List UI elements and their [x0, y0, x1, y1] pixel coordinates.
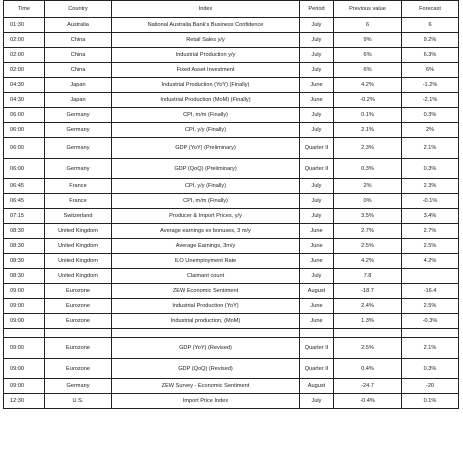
cell-time: 04:30	[4, 93, 45, 108]
header-country: Country	[45, 1, 112, 18]
cell-index: Import Price Index	[112, 394, 300, 409]
cell-forecast: 4.2%	[402, 254, 459, 269]
cell-forecast: 3.4%	[402, 209, 459, 224]
cell-forecast: 6.3%	[402, 48, 459, 63]
cell-period: Quarter II	[300, 359, 334, 379]
table-row	[4, 314, 459, 329]
cell-forecast: 2.3%	[402, 179, 459, 194]
economic-calendar-table	[3, 0, 459, 409]
cell-period: July	[300, 33, 334, 48]
cell-period: July	[300, 48, 334, 63]
header-row	[4, 1, 459, 18]
cell-country: Germany	[45, 108, 112, 123]
cell-previous-value: 0.4%	[334, 359, 402, 379]
cell-country: Eurozone	[45, 314, 112, 329]
table-row	[4, 93, 459, 108]
cell-previous-value: -18.7	[334, 284, 402, 299]
table-row	[4, 33, 459, 48]
cell-time: 06:45	[4, 179, 45, 194]
table-row	[4, 138, 459, 159]
cell-forecast: 0.3%	[402, 359, 459, 379]
cell-forecast: 6	[402, 18, 459, 33]
cell-index: Retail Sales y/y	[112, 33, 300, 48]
cell-index: ILO Unemployment Rate	[112, 254, 300, 269]
cell-forecast: 6%	[402, 63, 459, 78]
cell-period: August	[300, 284, 334, 299]
cell-forecast: 0.3%	[402, 159, 459, 179]
table-row	[4, 299, 459, 314]
table-row	[4, 123, 459, 138]
cell-forecast: -1.2%	[402, 78, 459, 93]
cell-time: 06:00	[4, 159, 45, 179]
cell-country: Eurozone	[45, 284, 112, 299]
cell-country: France	[45, 194, 112, 209]
cell-index: Claimant count	[112, 269, 300, 284]
cell-country: Switzerland	[45, 209, 112, 224]
cell-country: Eurozone	[45, 299, 112, 314]
cell-time: 09:00	[4, 299, 45, 314]
cell-time: 02:00	[4, 63, 45, 78]
table-row	[4, 63, 459, 78]
cell-country: United Kingdom	[45, 269, 112, 284]
table-row	[4, 209, 459, 224]
cell-previous-value: 9%	[334, 33, 402, 48]
cell-forecast: 0.3%	[402, 108, 459, 123]
cell-index: GDP (QoQ) (Preliminary)	[112, 159, 300, 179]
cell-forecast: 2.1%	[402, 138, 459, 159]
table-row	[4, 269, 459, 284]
cell-time: 02:00	[4, 33, 45, 48]
header-previous-value: Previous value	[334, 1, 402, 18]
cell-period: June	[300, 93, 334, 108]
cell-previous-value: -0.2%	[334, 93, 402, 108]
cell-forecast: 9.2%	[402, 33, 459, 48]
cell-period: July	[300, 194, 334, 209]
cell-period: July	[300, 63, 334, 78]
table-row	[4, 108, 459, 123]
cell-country: China	[45, 48, 112, 63]
table-row	[4, 284, 459, 299]
table-row	[4, 239, 459, 254]
cell-country: China	[45, 33, 112, 48]
table-row	[4, 338, 459, 359]
cell-time: 09:00	[4, 338, 45, 359]
cell-forecast: -2.1%	[402, 93, 459, 108]
cell-forecast: -16.4	[402, 284, 459, 299]
cell-country: Germany	[45, 138, 112, 159]
cell-country: Japan	[45, 93, 112, 108]
cell-forecast: 2.5%	[402, 239, 459, 254]
cell-previous-value: 2.5%	[334, 338, 402, 359]
cell-previous-value: 2.7%	[334, 224, 402, 239]
cell-country: United Kingdom	[45, 239, 112, 254]
cell-index: Industrial Production y/y	[112, 48, 300, 63]
cell-time: 06:45	[4, 194, 45, 209]
cell-index: GDP (YoY) (Revised)	[112, 338, 300, 359]
cell-previous-value: 2%	[334, 179, 402, 194]
header-forecast: Forecast	[402, 1, 459, 18]
cell-forecast: -0.1%	[402, 194, 459, 209]
table-row	[4, 48, 459, 63]
cell-index: GDP (YoY) (Preliminary)	[112, 138, 300, 159]
cell-index: CPI, m/m (Finally)	[112, 108, 300, 123]
cell-time: 09:00	[4, 379, 45, 394]
cell-previous-value: 0%	[334, 194, 402, 209]
cell-time: 09:00	[4, 359, 45, 379]
cell-period: Quarter II	[300, 138, 334, 159]
cell-index: Average earnings ex bonuses, 3 m/y	[112, 224, 300, 239]
cell-previous-value: 0.1%	[334, 108, 402, 123]
cell-forecast: 2.1%	[402, 338, 459, 359]
cell-time: 08:30	[4, 224, 45, 239]
cell-time: 09:00	[4, 314, 45, 329]
cell-index: Industrial Production (YoY)	[112, 299, 300, 314]
table-row	[4, 78, 459, 93]
table-row	[4, 254, 459, 269]
cell-period: July	[300, 108, 334, 123]
cell-period: July	[300, 123, 334, 138]
cell-previous-value: 6%	[334, 48, 402, 63]
cell-period: July	[300, 269, 334, 284]
table-row	[4, 18, 459, 33]
cell-time: 04:30	[4, 78, 45, 93]
cell-previous-value: 7.8	[334, 269, 402, 284]
cell-index: GDP (QoQ) (Revised)	[112, 359, 300, 379]
cell-previous-value: 6%	[334, 63, 402, 78]
cell-index: ZEW Survey - Economic Sentiment	[112, 379, 300, 394]
cell-period: June	[300, 314, 334, 329]
cell-period: July	[300, 209, 334, 224]
cell-previous-value: 0.3%	[334, 159, 402, 179]
cell-period: Quarter II	[300, 159, 334, 179]
table-row	[4, 394, 459, 409]
cell-country: Japan	[45, 78, 112, 93]
cell-period: June	[300, 254, 334, 269]
cell-index: Fixed Asset Investment	[112, 63, 300, 78]
cell-time: 02:00	[4, 48, 45, 63]
cell-index: Average Earnings, 3m/y	[112, 239, 300, 254]
cell-previous-value: 3.5%	[334, 209, 402, 224]
table-row	[4, 159, 459, 179]
cell-time: 12:30	[4, 394, 45, 409]
header-index: Index	[112, 1, 300, 18]
cell-country: U.S.	[45, 394, 112, 409]
cell-country: France	[45, 179, 112, 194]
cell-forecast: 2.7%	[402, 224, 459, 239]
cell-country: United Kingdom	[45, 254, 112, 269]
cell-country: United Kingdom	[45, 224, 112, 239]
cell-forecast: 0.1%	[402, 394, 459, 409]
cell-index: Producer & Import Prices, y/y	[112, 209, 300, 224]
cell-country: Germany	[45, 379, 112, 394]
cell-previous-value: 2.5%	[334, 239, 402, 254]
cell-previous-value: 2.4%	[334, 299, 402, 314]
cell-forecast: -20	[402, 379, 459, 394]
cell-time: 06:00	[4, 138, 45, 159]
cell-previous-value: 6	[334, 18, 402, 33]
cell-country: Eurozone	[45, 338, 112, 359]
cell-period: June	[300, 78, 334, 93]
cell-previous-value: 4.2%	[334, 78, 402, 93]
table-row	[4, 379, 459, 394]
cell-forecast: 2.5%	[402, 299, 459, 314]
cell-period: July	[300, 394, 334, 409]
table-row	[4, 194, 459, 209]
cell-country: Germany	[45, 159, 112, 179]
table-spacer	[4, 329, 459, 338]
table-row	[4, 224, 459, 239]
cell-index: National Australia Bank's Business Confidence	[112, 18, 300, 33]
cell-country: Australia	[45, 18, 112, 33]
cell-previous-value: -24.7	[334, 379, 402, 394]
cell-period: June	[300, 224, 334, 239]
cell-forecast: -0.3%	[402, 314, 459, 329]
cell-previous-value: 2.3%	[334, 138, 402, 159]
cell-forecast: 2%	[402, 123, 459, 138]
table-row	[4, 359, 459, 379]
cell-period: Quarter II	[300, 338, 334, 359]
cell-country: Germany	[45, 123, 112, 138]
cell-previous-value: 2.1%	[334, 123, 402, 138]
cell-forecast	[402, 269, 459, 284]
table-row	[4, 179, 459, 194]
cell-time: 07:15	[4, 209, 45, 224]
cell-time: 06:00	[4, 108, 45, 123]
cell-period: August	[300, 379, 334, 394]
header-time: Time	[4, 1, 45, 18]
cell-time: 09:00	[4, 284, 45, 299]
cell-time: 01:30	[4, 18, 45, 33]
cell-period: June	[300, 299, 334, 314]
cell-index: ZEW Economic Sentiment	[112, 284, 300, 299]
cell-period: June	[300, 239, 334, 254]
cell-time: 08:30	[4, 254, 45, 269]
cell-index: CPI, y/y (Finally)	[112, 123, 300, 138]
cell-time: 06:00	[4, 123, 45, 138]
cell-index: Industrial Production (MoM) (Finally)	[112, 93, 300, 108]
cell-country: Eurozone	[45, 359, 112, 379]
cell-period: July	[300, 179, 334, 194]
cell-previous-value: -0.4%	[334, 394, 402, 409]
cell-previous-value: 1.3%	[334, 314, 402, 329]
cell-country: China	[45, 63, 112, 78]
cell-index: Industrial Production (YoY) (Finally)	[112, 78, 300, 93]
cell-time: 08:30	[4, 239, 45, 254]
header-period: Period	[300, 1, 334, 18]
cell-index: CPI, m/m (Finally)	[112, 194, 300, 209]
cell-period: July	[300, 18, 334, 33]
cell-previous-value: 4.2%	[334, 254, 402, 269]
cell-time: 08:30	[4, 269, 45, 284]
cell-index: Industrial production, (MoM)	[112, 314, 300, 329]
cell-index: CPI, y/y (Finally)	[112, 179, 300, 194]
